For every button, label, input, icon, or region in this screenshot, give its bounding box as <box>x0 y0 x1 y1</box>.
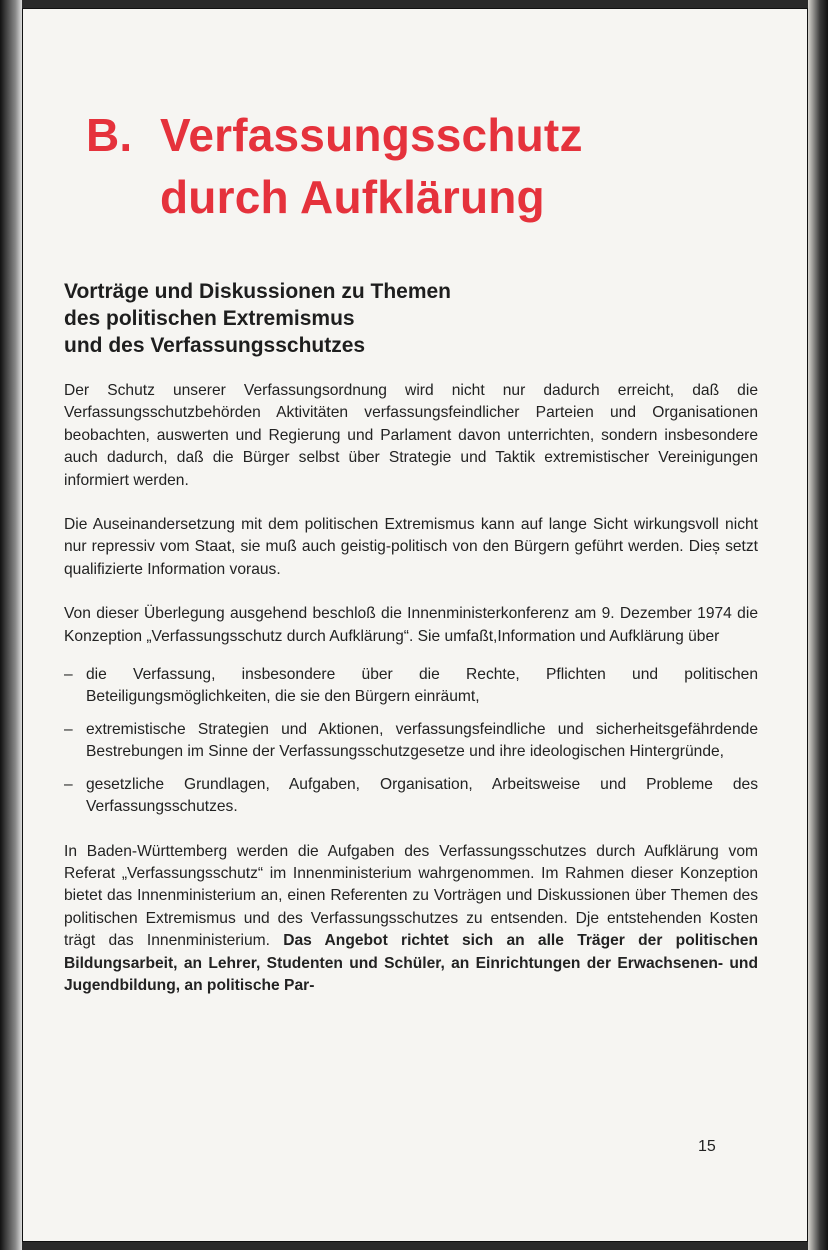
book-page <box>22 8 808 1242</box>
list-item-text: die Verfassung, insbesondere über die Rechte, Pflichten und politischen Beteiligungsmöglichkeiten, die sie den Bürgern einräumt, <box>86 666 758 706</box>
chapter-title-line1: Verfassungsschutz <box>160 109 583 161</box>
paragraph-1: Der Schutz unserer Verfassungsordnung wird nicht nur dadurch erreicht, daß die Verfassungsschutzbehörden Aktivitäten verfassungsfeindlicher Parteien und Organisationen beobachten, auswerten und Regierung und Parlament davon unterrichten, sondern insbesondere auch dadurch, daß die Bürger selbst über Strategie und Taktik extremistischer Vereinigungen informiert werden. <box>64 382 758 489</box>
paragraph-4 <box>64 841 758 998</box>
list-dash: – <box>64 666 73 684</box>
topic-list <box>64 664 758 818</box>
list-dash: – <box>64 775 73 793</box>
book-spine-right <box>808 0 828 1250</box>
page-number: 15 <box>698 1138 716 1155</box>
paragraph-4-normal: In Baden-Württemberg werden die Aufgaben des Verfassungsschutzes durch Aufklärung vom Referat „Verfassungsschutz“ im Innenministerium wahrgenommen. Im Rahmen dieser Konzeption bietet das Innenministerium an, einen Referenten zu Vorträgen und Diskussionen über Themen des politischen Extremismus und des Verfassungsschutzes zu entsenden. Dje entstehenden Kosten trägt das Innenministerium. <box>64 842 758 950</box>
paragraph-3: Von dieser Überlegung ausgehend beschloß die Innenministerkonferenz am 9. Dezember 1974 die Konzeption „Verfassungsschutz durch Aufklärung“. Sie umfaßt,Information und Aufklärung über <box>64 605 758 645</box>
list-item <box>64 774 758 819</box>
chapter-title-line2: durch Aufklärung <box>160 171 545 223</box>
subtitle-line3: und des Verfassungsschutzes <box>64 334 366 357</box>
subtitle-line2: des politischen Extremismus <box>64 307 355 330</box>
list-item <box>64 719 758 764</box>
section-subtitle <box>64 278 744 359</box>
book-spine-left <box>0 0 22 1250</box>
paragraph-2: Die Auseinandersetzung mit dem politischen Extremismus kann auf lange Sicht wirkungsvoll nicht nur repressiv vom Staat, sie muß auch geistig-politisch von den Bürgern geführt werden. Dieș setzt qualifizierte Information voraus. <box>64 516 758 578</box>
chapter-letter: B. <box>86 109 133 161</box>
chapter-heading <box>86 104 583 228</box>
subtitle-line1: Vorträge und Diskussionen zu Themen <box>64 280 452 303</box>
list-item-text: extremistische Strategien und Aktionen, verfassungsfeindliche und sicherheitsgefährdende Bestrebungen im Sinne der Verfassungsschutzgesetze und ihre ideologischen Hintergründe, <box>86 720 758 761</box>
list-item-text: gesetzliche Grundlagen, Aufgaben, Organisation, Arbeitsweise und Probleme des Verfassungsschutzes. <box>86 775 758 816</box>
body-text <box>64 380 758 1019</box>
chapter-heading-line1 <box>86 104 583 166</box>
list-dash: – <box>64 720 73 738</box>
list-item <box>64 664 758 709</box>
paragraph-4-bold: Das Angebot richtet sich an alle Träger der politischen Bildungsarbeit, an Lehrer, Studenten und Schüler, an Einrichtungen der Erwachsenen- und Jugendbildung, an politische Par- <box>64 932 758 994</box>
